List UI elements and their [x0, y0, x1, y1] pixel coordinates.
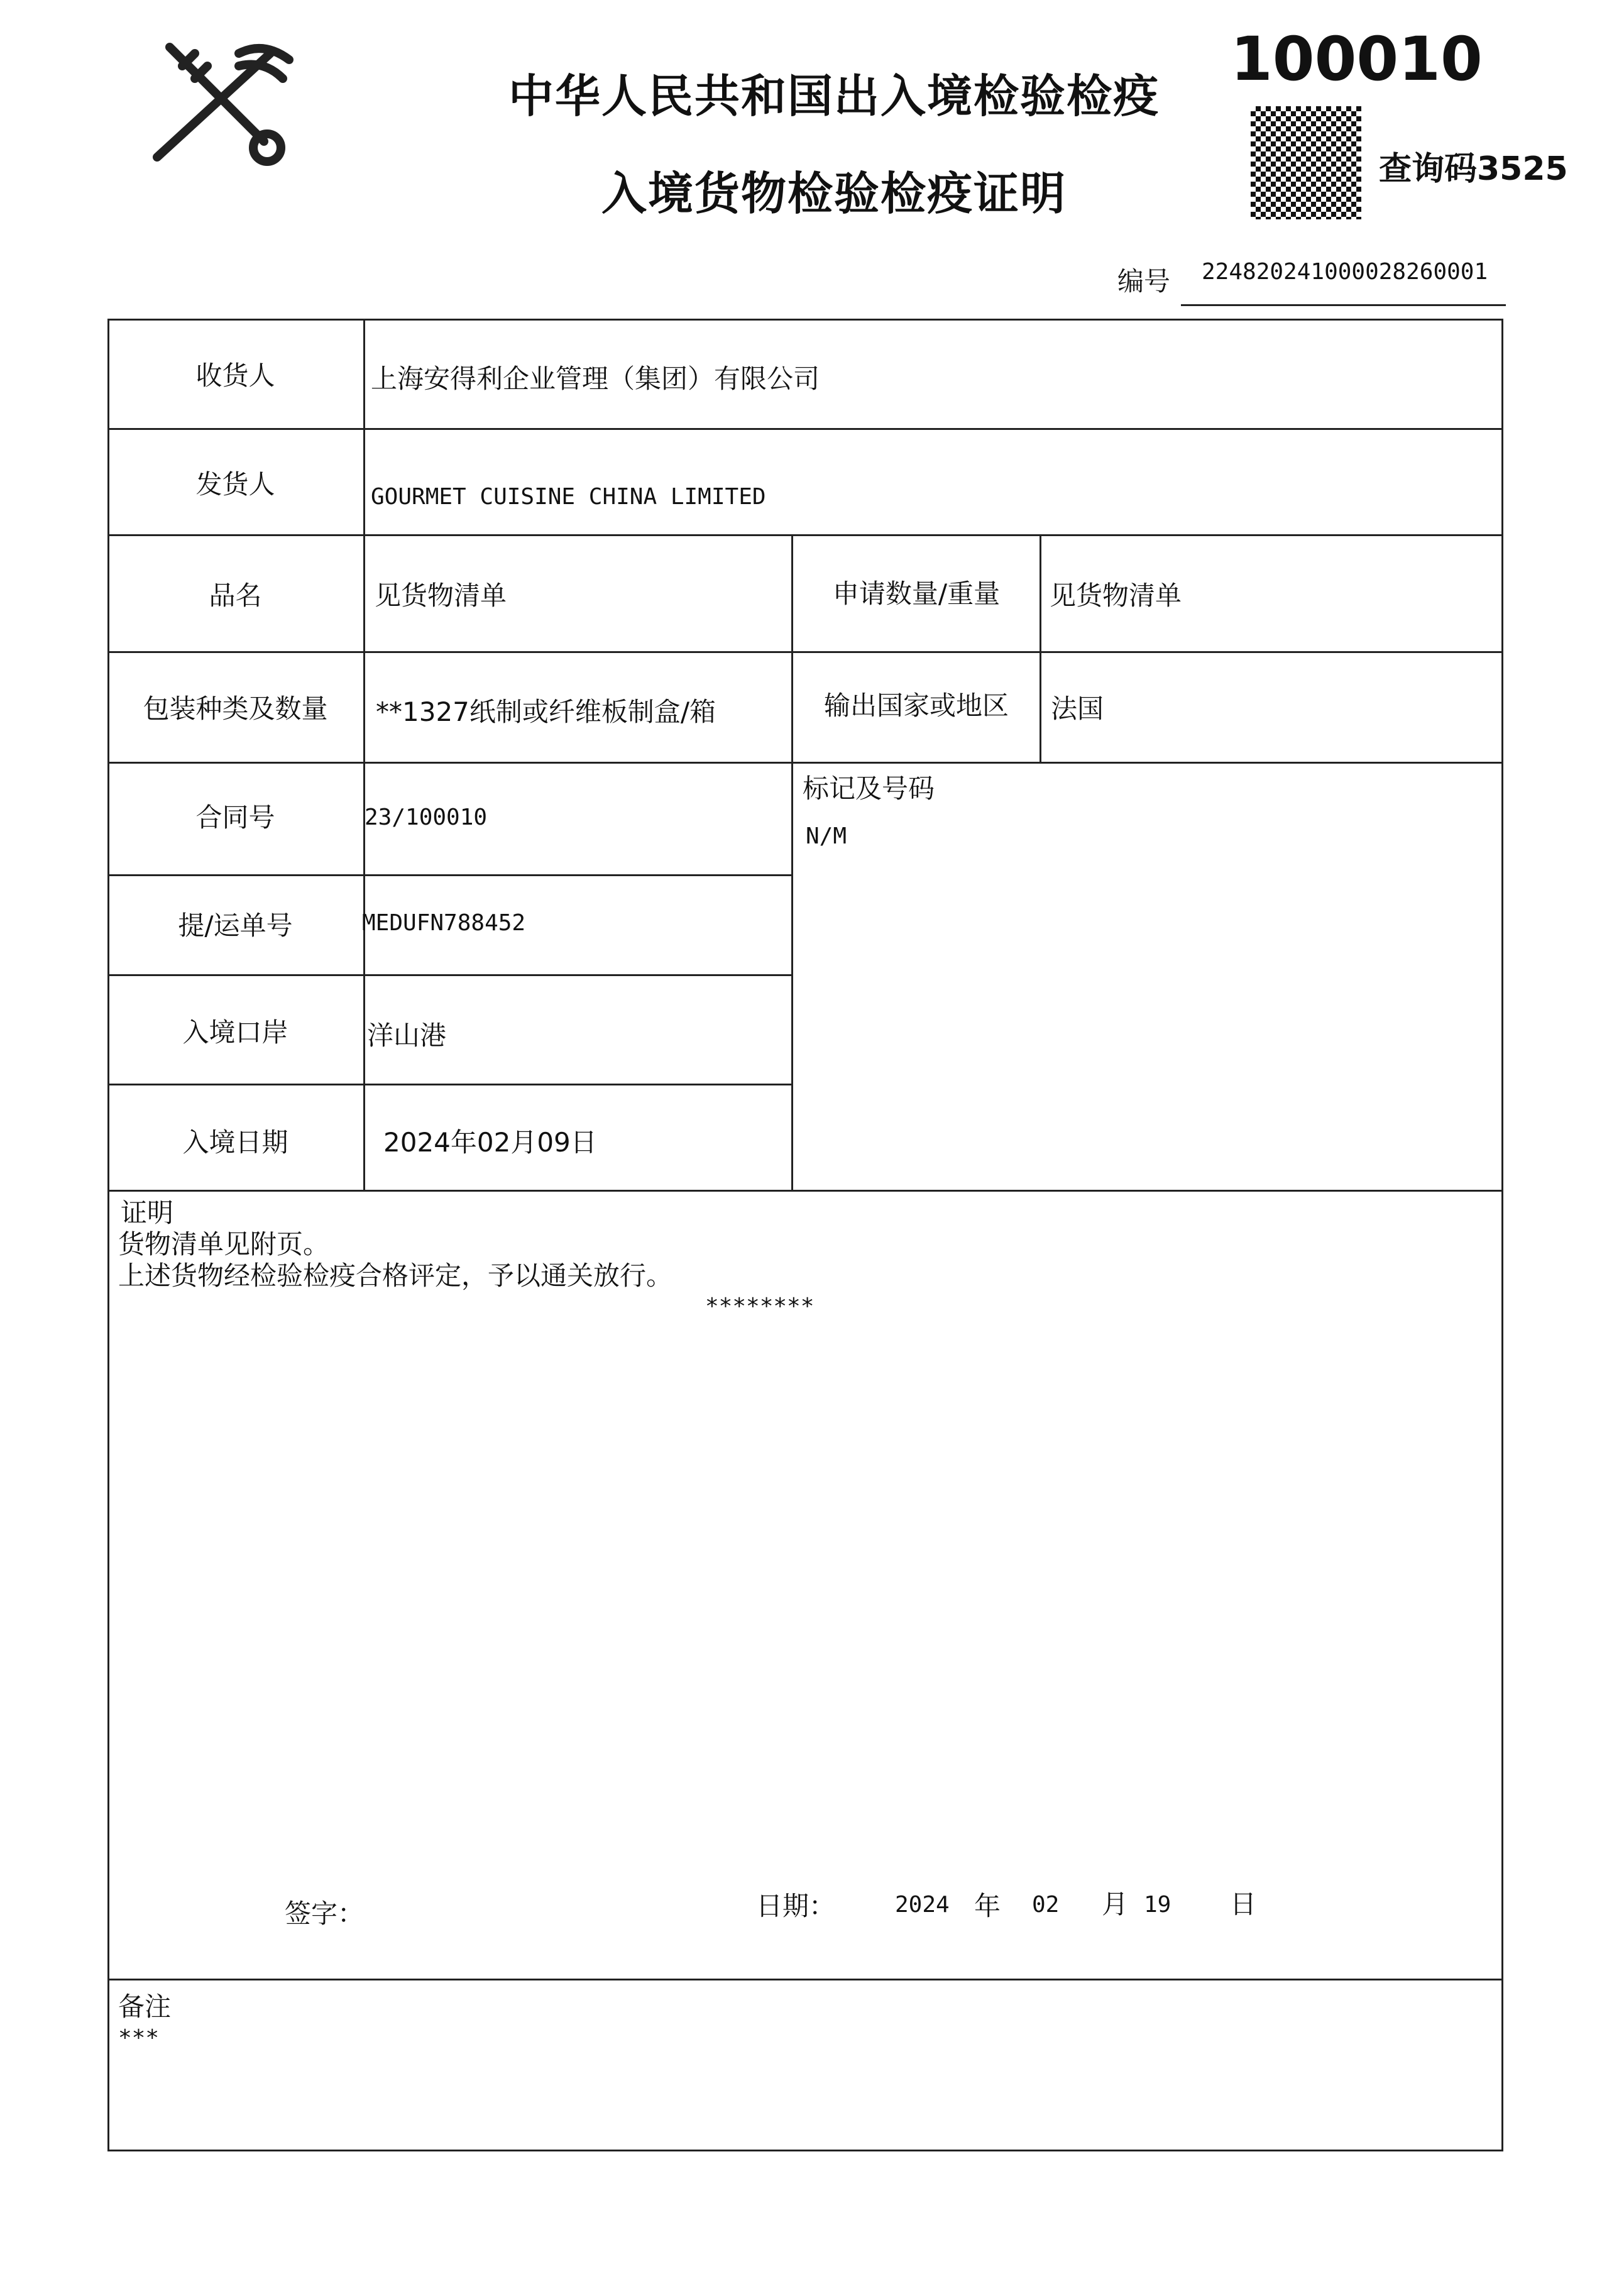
divider — [107, 534, 1503, 536]
divider — [107, 974, 793, 976]
qr-code-icon — [1251, 106, 1361, 219]
sign-month: 02 — [1032, 1892, 1060, 1918]
sign-day: 19 — [1144, 1892, 1171, 1918]
divider — [107, 1979, 1503, 1980]
month-unit: 月 — [1102, 1889, 1129, 1920]
certificate-line2: 上述货物经检验检疫合格评定，予以通关放行。 — [118, 1260, 673, 1291]
divider — [107, 651, 1503, 653]
query-code: 查询码3525 — [1379, 150, 1568, 188]
consignor-label: 发货人 — [195, 469, 275, 500]
serial-number: 224820241000028260001 — [1202, 259, 1488, 285]
quantity-label: 申请数量/重量 — [832, 578, 1001, 609]
consignor-value: GOURMET CUISINE CHINA LIMITED — [371, 484, 766, 510]
serial-underline — [1181, 304, 1506, 306]
quantity-value: 见货物清单 — [1050, 580, 1182, 611]
marks-label: 标记及号码 — [803, 773, 935, 804]
product-label: 品名 — [209, 580, 262, 611]
bl-label: 提/运单号 — [178, 910, 293, 941]
entry-date-label: 入境日期 — [182, 1127, 288, 1158]
divider — [107, 762, 1503, 764]
product-value: 见货物清单 — [375, 580, 507, 611]
remarks-label: 备注 — [118, 1991, 172, 2022]
certificate-heading: 证明 — [121, 1197, 174, 1228]
contract-value: 23/100010 — [365, 805, 488, 830]
package-value: **1327纸制或纤维板制盒/箱 — [376, 696, 716, 727]
divider — [107, 874, 793, 876]
sign-year: 2024 — [895, 1892, 950, 1918]
origin-value: 法国 — [1051, 693, 1104, 724]
origin-label: 输出国家或地区 — [823, 690, 1009, 721]
package-label: 包装种类及数量 — [143, 693, 328, 724]
certificate-stars: ******** — [705, 1294, 815, 1319]
divider — [107, 1190, 1503, 1192]
divider — [1501, 319, 1503, 2151]
divider — [107, 1084, 793, 1085]
divider — [107, 319, 1503, 321]
year-unit: 年 — [974, 1891, 1001, 1921]
divider — [791, 534, 793, 1191]
signature-label: 签字： — [285, 1898, 365, 1929]
consignee-value: 上海安得利企业管理（集团）有限公司 — [371, 363, 820, 394]
marks-value: N/M — [806, 823, 847, 849]
consignee-label: 收货人 — [195, 360, 275, 391]
bl-value: MEDUFN788452 — [362, 910, 526, 936]
top-number: 100010 — [1231, 24, 1483, 94]
certificate-line1: 货物清单见附页。 — [118, 1229, 330, 1260]
port-value: 洋山港 — [367, 1020, 447, 1051]
sign-date-label: 日期： — [756, 1891, 836, 1921]
remarks-value: *** — [118, 2025, 160, 2051]
divider — [1040, 534, 1041, 763]
serial-label: 编号 — [1117, 266, 1171, 297]
port-label: 入境口岸 — [182, 1017, 288, 1048]
divider — [107, 2150, 1503, 2151]
divider — [363, 319, 365, 1191]
entry-date-value: 2024年02月09日 — [383, 1127, 597, 1158]
contract-label: 合同号 — [195, 802, 275, 833]
document-subtitle: 入境货物检验检疫证明 — [601, 167, 1067, 220]
day-unit: 日 — [1230, 1889, 1257, 1920]
document-title: 中华人民共和国出入境检验检疫 — [508, 70, 1160, 123]
divider — [107, 428, 1503, 430]
